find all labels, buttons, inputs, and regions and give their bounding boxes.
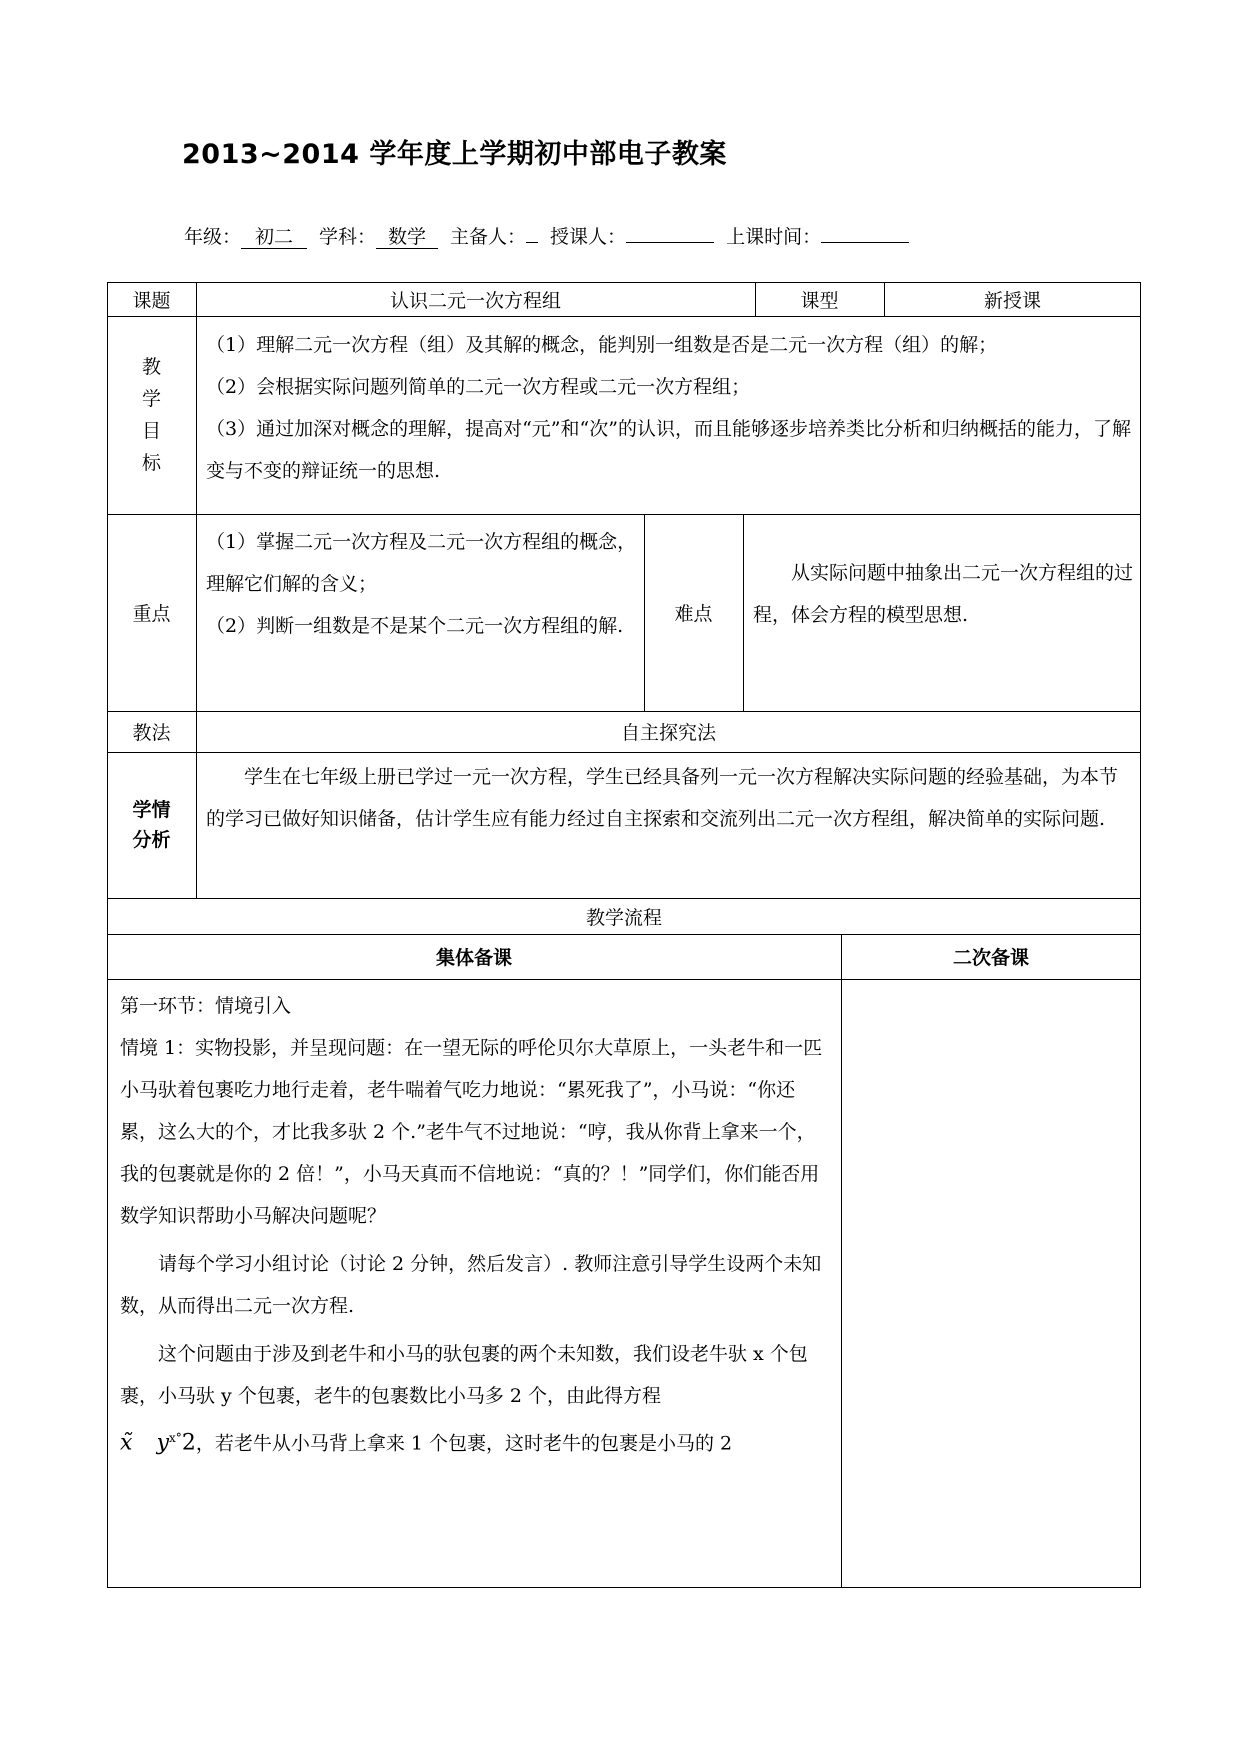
goal-item: （3）通过加深对概念的理解，提高对“元”和“次”的认识，而且能够逐步培养类比分析和归纳概括的能力，了解变与不变的辩证统一的思想.	[206, 418, 1131, 482]
scene-text: 情境 1：实物投影，并呈现问题：在一望无际的呼伦贝尔大草原上，一头老牛和一匹小马驮着包裹吃力地行走着，老牛喘着气吃力地说：“累死我了”，小马说：“你还累，这么大的个，才比我多驮 2 个.”老牛气不过地说：“哼，我从你背上拿来一个，我的包裹就是你的 2 倍！”，小马天真而不信地说：“真的？！”同学们，你们能否用数学知识帮助小马解决问题呢？	[120, 1037, 823, 1227]
topic-label: 课题	[132, 289, 171, 312]
equation-symbol: x°	[169, 1431, 182, 1445]
equation-number: 2	[181, 1430, 196, 1456]
topic-value: 认识二元一次方程组	[389, 289, 561, 312]
method-value: 自主探究法	[620, 722, 716, 744]
key-point-item: （1）掌握二元一次方程及二元一次方程组的概念，理解它们解的含义；	[206, 531, 637, 595]
type-label: 课型	[800, 289, 839, 312]
equation-tail: ，若老牛从小马背上拿来 1 个包裹，这时老牛的包裹是小马的 2	[195, 1432, 733, 1455]
equation-line	[120, 1417, 832, 1464]
goals-label: 教 学 目 标	[141, 356, 161, 474]
time-blank[interactable]	[821, 242, 909, 243]
goal-item: （1）理解二元一次方程（组）及其解的概念，能判别一组数是否是二元一次方程（组）的解；	[206, 334, 998, 356]
teacher-label: 授课人：	[550, 226, 627, 248]
analysis-text: 学生在七年级上册已学过一元一次方程，学生已经具备列一元一次方程解决实际问题的经验基础，为本节的学习已做好知识储备，估计学生应有能力经过自主探索和交流列出二元一次方程组，解决简单的实际问题.	[206, 766, 1119, 830]
section-heading: 第一环节：情境引入	[120, 995, 292, 1017]
subject-label: 学科：	[319, 226, 377, 248]
discussion-text: 请每个学习小组讨论（讨论 2 分钟，然后发言）. 教师注意引导学生设两个未知数，从而得出二元一次方程.	[120, 1253, 822, 1317]
collective-prep-header: 集体备课	[435, 947, 512, 969]
grade-value: 初二	[241, 226, 307, 249]
time-label: 上课时间：	[726, 226, 822, 248]
analysis-label: 学情 分析	[132, 799, 171, 851]
grade-label: 年级：	[184, 226, 242, 248]
second-prep-header: 二次备课	[952, 947, 1029, 969]
lesson-body	[120, 985, 832, 1464]
type-value: 新授课	[983, 289, 1041, 312]
method-label: 教法	[132, 722, 171, 744]
equation-y: y	[156, 1430, 170, 1456]
key-label: 重点	[132, 603, 171, 625]
flow-label: 教学流程	[585, 906, 662, 929]
preparer-blank[interactable]	[526, 242, 538, 243]
preparer-label: 主备人：	[450, 226, 527, 248]
page-title: 2013~2014 学年度上学期初中部电子教案	[182, 139, 727, 170]
goal-item: （2）会根据实际问题列简单的二元一次方程或二元一次方程组；	[206, 376, 751, 398]
equation-x: x̃	[120, 1430, 133, 1456]
difficulty-label: 难点	[674, 603, 713, 625]
analysis-paragraph: 这个问题由于涉及到老牛和小马的驮包裹的两个未知数，我们设老牛驮 x 个包裹，小马驮 y 个包裹，老牛的包裹数比小马多 2 个，由此得方程	[120, 1343, 808, 1407]
goals-list	[206, 324, 1136, 492]
subject-value: 数学	[376, 226, 438, 249]
lesson-meta	[184, 222, 909, 249]
key-points	[206, 521, 638, 647]
teacher-blank[interactable]	[626, 242, 714, 243]
key-point-item: （2）判断一组数是不是某个二元一次方程组的解.	[206, 615, 624, 637]
difficulty-text: 从实际问题中抽象出二元一次方程组的过程，体会方程的模型思想.	[753, 562, 1134, 626]
